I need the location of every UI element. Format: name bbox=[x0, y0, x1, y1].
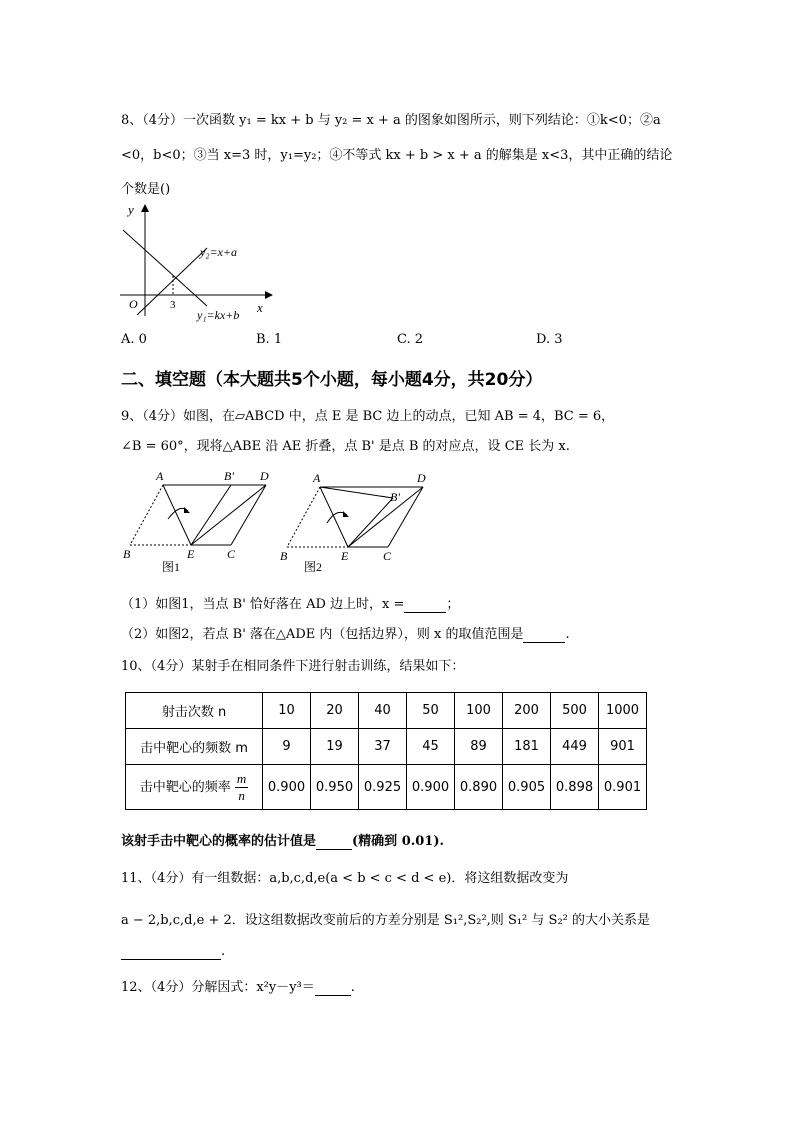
q8-line2: <0，b<0；③当 x=3 时，y₁=y₂；④不等式 kx + b > x + a 的解集是 x<3，其中正确的结论 bbox=[121, 148, 673, 163]
q12-blank[interactable] bbox=[315, 980, 351, 996]
q9-line1: 9、（4分）如图，在▱ABCD 中，点 E 是 BC 边上的动点，已知 AB = 4，BC = 6， bbox=[121, 409, 615, 424]
tick-3-label: 3 bbox=[170, 299, 176, 311]
svg-text:E: E bbox=[341, 549, 349, 563]
q9-figure2 bbox=[275, 467, 435, 577]
svg-text:A: A bbox=[313, 471, 321, 485]
q10-blank[interactable] bbox=[316, 834, 352, 850]
svg-text:A: A bbox=[156, 469, 164, 483]
q10-answer-line: 该射手击中靶心的概率的估计值是 (精确到 0.01). bbox=[121, 834, 445, 849]
q8-option-b[interactable]: B. 1 bbox=[256, 332, 283, 347]
q12-line: 12、（4分）分解因式：x²y－y³＝ . bbox=[121, 980, 355, 995]
q11-line2: a − 2,b,c,d,e + 2．设这组数据改变前后的方差分别是 S₁²,S₂²,则 S₁² 与 S₂² 的大小关系是 bbox=[121, 913, 650, 928]
row-label: 射击次数 n bbox=[126, 693, 263, 729]
y1-label: y₁=kx+b bbox=[197, 308, 240, 322]
q11-blank[interactable] bbox=[121, 944, 221, 960]
svg-text:C: C bbox=[383, 549, 392, 563]
svg-text:B: B bbox=[280, 549, 288, 563]
table-row: 击中靶心的频数 m 9 19 37 45 89 181 449 901 bbox=[126, 729, 647, 765]
y2-label: y₂=x+a bbox=[200, 245, 238, 259]
frequency-fraction: $\frac{m}{n}$ bbox=[236, 770, 247, 803]
y-axis-arrow-icon bbox=[141, 204, 149, 212]
row-label: 击中靶心的频率 $\frac{m}{n}$ bbox=[126, 765, 263, 810]
origin-label: O bbox=[129, 297, 138, 311]
svg-text:B: B bbox=[123, 547, 131, 561]
svg-text:C: C bbox=[227, 547, 236, 561]
q9-part2-blank[interactable] bbox=[523, 627, 565, 643]
figure2-caption: 图2 bbox=[304, 560, 323, 574]
q8-option-a[interactable]: A. 0 bbox=[121, 332, 147, 347]
x-axis-label: x bbox=[257, 300, 263, 315]
q8-graph bbox=[115, 198, 285, 326]
svg-text:D: D bbox=[417, 471, 426, 485]
y-axis-label: y bbox=[128, 202, 134, 217]
row-label: 击中靶心的频数 m bbox=[126, 729, 263, 765]
q10-line1: 10、（4分）某射手在相同条件下进行射击训练，结果如下： bbox=[121, 659, 465, 674]
svg-text:B': B' bbox=[390, 490, 400, 504]
q9-part1-blank[interactable] bbox=[404, 597, 446, 613]
q11-line3: . bbox=[121, 944, 225, 960]
q9-part1: （1）如图1，当点 B' 恰好落在 AD 边上时，x = ； bbox=[121, 597, 460, 612]
figure1-caption: 图1 bbox=[162, 560, 181, 574]
svg-text:D: D bbox=[260, 469, 269, 483]
q8-line1: 8、（4分）一次函数 y₁ = kx + b 与 y₂ = x + a 的图象如图所示，则下列结论：①k<0；②a bbox=[121, 113, 661, 128]
q11-line1: 11、（4分）有一组数据：a,b,c,d,e(a < b < c < d < e)．将这组数据改变为 bbox=[121, 871, 569, 886]
q8-option-d[interactable]: D. 3 bbox=[536, 332, 563, 347]
q9-part2: （2）如图2，若点 B' 落在△ADE 内（包括边界），则 x 的取值范围是 . bbox=[121, 627, 570, 642]
svg-text:E: E bbox=[187, 547, 195, 561]
q9-line2: ∠B = 60°，现将△ABE 沿 AE 折叠，点 B' 是点 B 的对应点，设 CE 长为 x. bbox=[121, 439, 570, 454]
table-row: 击中靶心的频率 $\frac{m}{n}$ 0.900 0.950 0.925 0.900 0.890 0.905 0.898 0.901 bbox=[126, 765, 647, 810]
table-row: 射击次数 n 10 20 40 50 100 200 500 1000 bbox=[126, 693, 647, 729]
q10-frequency-table bbox=[125, 692, 647, 810]
section2-title: 二、填空题（本大题共5个小题，每小题4分，共20分） bbox=[121, 370, 543, 390]
q8-line3: 个数是() bbox=[121, 182, 171, 197]
x-axis-arrow-icon bbox=[265, 291, 273, 299]
q9-figure1 bbox=[118, 467, 278, 577]
svg-text:B': B' bbox=[224, 469, 234, 483]
q8-option-c[interactable]: C. 2 bbox=[397, 332, 424, 347]
